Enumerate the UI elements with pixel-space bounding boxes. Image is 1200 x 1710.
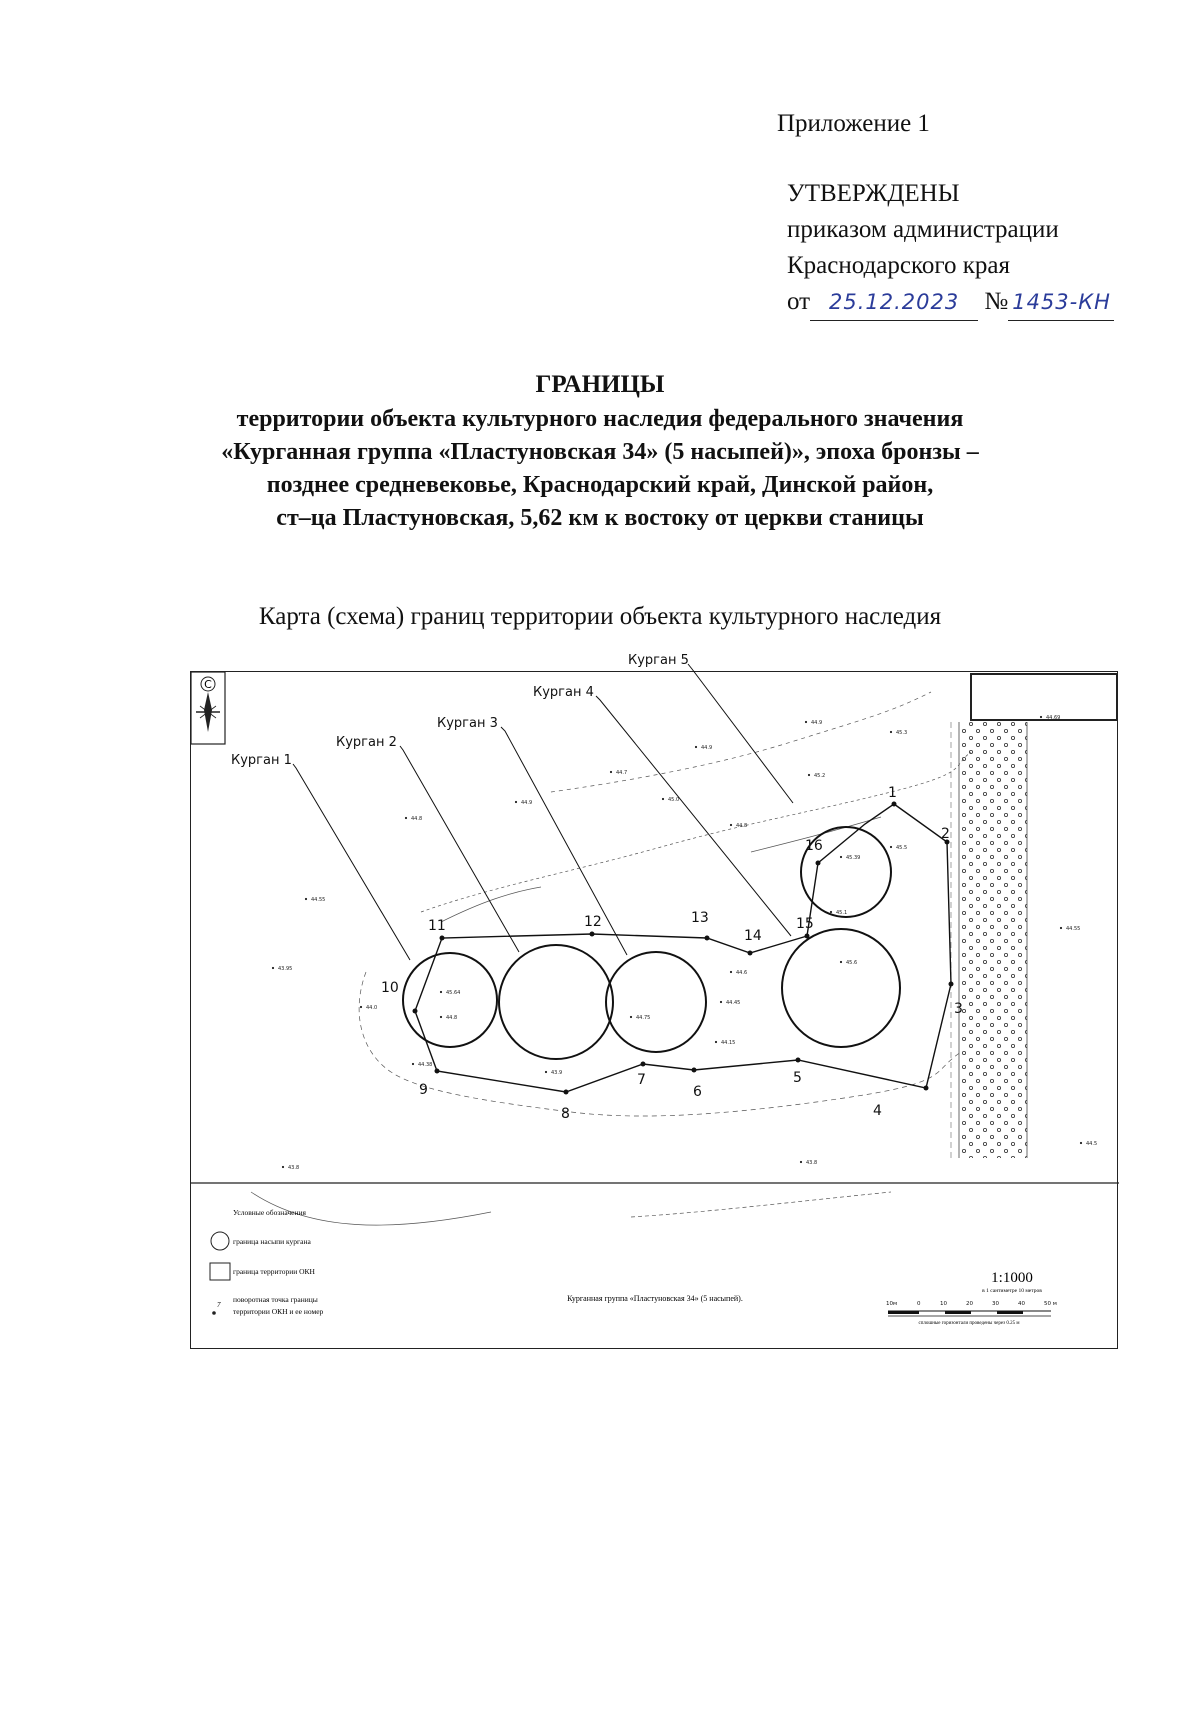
svg-text:44.45: 44.45	[726, 1000, 741, 1006]
north-arrow-icon	[191, 672, 225, 744]
svg-text:44.55: 44.55	[1066, 926, 1081, 932]
svg-text:44.75: 44.75	[636, 1015, 651, 1021]
svg-text:43.8: 43.8	[806, 1160, 818, 1166]
point-1-label: 1	[888, 785, 897, 801]
scale-tick-20: 20	[966, 1301, 973, 1307]
svg-text:44.9: 44.9	[701, 745, 713, 751]
svg-text:43.9: 43.9	[551, 1070, 563, 1076]
point-15-label: 15	[796, 916, 814, 932]
svg-text:44.5: 44.5	[1086, 1141, 1098, 1147]
svg-text:44.9: 44.9	[521, 800, 533, 806]
approval-block	[787, 176, 1114, 321]
turn-point-dots	[413, 802, 954, 1095]
scale-tick-40: 40	[1018, 1301, 1025, 1307]
mound-3-boundary	[606, 952, 706, 1052]
turn-point-labels	[381, 785, 963, 1122]
title-line-2: «Курганная группа «Пластуновская 34» (5 насыпей)», эпоха бронзы –	[221, 439, 979, 465]
svg-text:44.55: 44.55	[311, 897, 326, 903]
mound-leaders	[293, 664, 793, 960]
mound-4-label: Курган 4	[533, 685, 594, 700]
scale-bar	[886, 1270, 1057, 1326]
scale-tick-10: 10	[940, 1301, 947, 1307]
approval-from-prefix: от	[787, 288, 811, 315]
approval-approved: УТВЕРЖДЕНЫ	[787, 180, 960, 207]
mound-2-boundary	[499, 945, 613, 1059]
appendix-label: Приложение 1	[777, 110, 930, 137]
stamp-box	[971, 674, 1117, 720]
svg-text:44.38: 44.38	[418, 1062, 433, 1068]
map-caption: Карта (схема) границ территории объекта культурного наследия	[258, 603, 942, 630]
svg-text:45.39: 45.39	[846, 855, 861, 861]
point-2-label: 2	[941, 826, 950, 842]
point-16-label: 16	[805, 838, 823, 854]
approval-date-line	[787, 284, 1114, 321]
svg-text:44.8: 44.8	[446, 1015, 458, 1021]
svg-text:43.95: 43.95	[278, 966, 293, 972]
svg-text:44.69: 44.69	[1046, 715, 1061, 721]
svg-text:44.8: 44.8	[736, 823, 748, 829]
legend-point-symbol: 7	[217, 1301, 221, 1309]
mound-circles	[403, 827, 900, 1059]
scale-tick-0: 0	[917, 1301, 921, 1307]
road-strip	[951, 722, 1027, 1158]
mound-3-label: Курган 3	[437, 716, 498, 731]
mound-4-boundary	[782, 929, 900, 1047]
mound-labels	[231, 653, 689, 768]
svg-text:44.15: 44.15	[721, 1040, 736, 1046]
scale-tick-10m: 10м	[886, 1301, 898, 1307]
point-12-label: 12	[584, 914, 602, 930]
scale-ratio: 1:1000	[991, 1270, 1033, 1286]
point-10-label: 10	[381, 980, 399, 996]
svg-text:45.2: 45.2	[814, 773, 826, 779]
mound-2-label: Курган 2	[336, 735, 397, 750]
legend-point-icon	[212, 1311, 216, 1315]
map-drawing	[191, 653, 1119, 1350]
okn-boundary	[415, 804, 951, 1092]
legend-title: Условные обозначения	[233, 1208, 306, 1217]
svg-text:44.7: 44.7	[616, 770, 628, 776]
svg-text:45.3: 45.3	[896, 730, 908, 736]
svg-text:44.8: 44.8	[411, 816, 423, 822]
map-footer-title: Курганная группа «Пластуновская 34» (5 насыпей).	[567, 1294, 743, 1303]
point-6-label: 6	[693, 1084, 702, 1100]
point-3-label: 3	[954, 1001, 963, 1017]
title-line-1: территории объекта культурного наследия федерального значения	[236, 406, 964, 432]
title-line-4: ст–ца Пластуновская, 5,62 км к востоку от церкви станицы	[276, 505, 924, 531]
legend-circle-icon	[211, 1232, 229, 1250]
svg-text:45.6: 45.6	[846, 960, 858, 966]
svg-text:45.64: 45.64	[446, 990, 461, 996]
legend-okn-boundary: граница территории ОКН	[233, 1267, 315, 1276]
point-11-label: 11	[428, 918, 446, 934]
svg-text:44.0: 44.0	[366, 1005, 378, 1011]
title-main: ГРАНИЦЫ	[535, 371, 665, 398]
approval-number-prefix: №	[984, 288, 1009, 315]
title-line-3: позднее средневековье, Краснодарский край, Динской район,	[266, 472, 934, 498]
approval-region: Краснодарского края	[787, 252, 1010, 279]
mound-1-label: Курган 1	[231, 753, 292, 768]
point-5-label: 5	[793, 1070, 802, 1086]
scale-subtitle: в 1 сантиметре 10 метров	[982, 1288, 1042, 1294]
approval-by-order: приказом администрации	[787, 216, 1059, 243]
legend-mound-boundary: граница насыпи кургана	[233, 1237, 311, 1246]
svg-text:44.9: 44.9	[811, 720, 823, 726]
svg-text:45.0: 45.0	[668, 797, 680, 803]
point-9-label: 9	[419, 1082, 428, 1098]
point-13-label: 13	[691, 910, 709, 926]
scale-tick-30: 30	[992, 1301, 999, 1307]
point-14-label: 14	[744, 928, 762, 944]
legend	[210, 1208, 324, 1316]
point-4-label: 4	[873, 1103, 882, 1119]
approval-number: 1453-КН	[1008, 284, 1114, 321]
approval-date: 25.12.2023	[810, 284, 978, 321]
svg-text:43.8: 43.8	[288, 1165, 300, 1171]
mound-5-label: Курган 5	[628, 653, 689, 668]
north-label: С	[204, 678, 212, 691]
svg-text:44.6: 44.6	[736, 970, 748, 976]
svg-text:45.1: 45.1	[836, 910, 848, 916]
scale-tick-50: 50 м	[1044, 1301, 1057, 1307]
document-title	[0, 368, 1200, 535]
point-8-label: 8	[561, 1106, 570, 1122]
point-7-label: 7	[637, 1072, 646, 1088]
legend-turn-point-2: территории ОКН и ее номер	[233, 1307, 324, 1316]
boundary-map	[190, 653, 1118, 1349]
legend-turn-point-1: поворотная точка границы	[233, 1295, 318, 1304]
scale-note: сплошные горизонтали проведены через 0.25 м	[918, 1321, 1020, 1326]
mound-1-boundary	[403, 953, 497, 1047]
svg-text:45.5: 45.5	[896, 845, 908, 851]
legend-square-icon	[210, 1263, 230, 1280]
